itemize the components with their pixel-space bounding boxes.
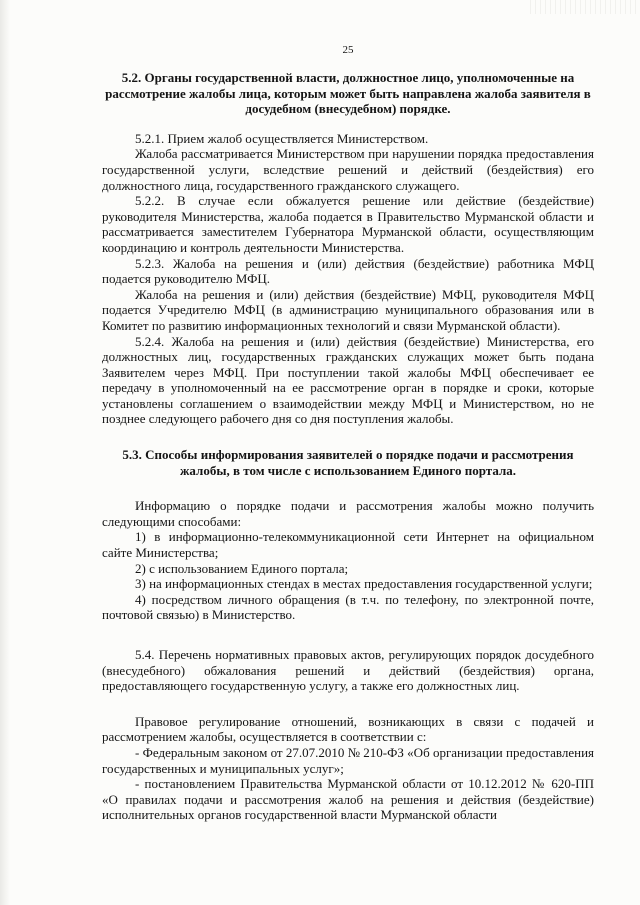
paragraph-5-2-1: 5.2.1. Прием жалоб осуществляется Министерством. [135, 130, 429, 146]
heading-5-4: 5.4. Перечень нормативных правовых актов, регулирующих порядок досудебного (внесудебного) обжалования решений и действий (бездействия) органа, предоставляющего государственную услугу, а также его должностных лиц. [102, 647, 594, 694]
paragraph-5-2-2: 5.2.2. В случае если обжалуется решение или действие (бездействие) руководителя Министерства, жалоба подается в Правительство Мурманской области и рассматривается заместителем Губернатора Мурманской области, осуществляющим координацию и контроль деятельности Министерства. [102, 193, 594, 255]
paragraph-5-3-intro: Информацию о порядке подачи и рассмотрения жалобы можно получить следующими способами: [102, 498, 594, 529]
spacer [102, 427, 594, 447]
list-item-1: 1) в информационно-телекоммуникационной сети Интернет на официальном сайте Министерства; [102, 529, 594, 561]
paragraph-5-4-1: Правовое регулирование отношений, возникающих в связи с подачей и рассмотрением жалобы, осуществляется в соответствии с: [102, 713, 594, 745]
paragraph-5-4-law-210: - Федеральным законом от 27.07.2010 № 210-ФЗ «Об организации предоставления государственных и муниципальных услуг»; [102, 744, 594, 776]
heading-5-3: 5.3. Способы информирования заявителей о порядке подачи и рассмотрения жалобы, в том числе с использованием Единого портала. [122, 447, 574, 478]
paragraph-5-2-4: 5.2.4. Жалоба на решения и (или) действия (бездействие) Министерства, его должностных лиц, государственных гражданских служащих может быть подана Заявителем через МФЦ. При поступлении такой жалобы МФЦ обеспечивает ее передачу в уполномоченный на ее рассмотрение орган в порядке и сроки, которые установлены соглашением о взаимодействии между МФЦ и Министерством, но не позднее следующего рабочего дня со дня поступления жалобы. [102, 333, 594, 427]
paragraph-5-2-1-b: Жалоба рассматривается Министерством при нарушении порядка предоставления государственной услуги, вследствие решений и действий (бездействия) его должностного лица, государственного гражданского служащего. [102, 146, 594, 193]
list-item-3: 3) на информационных стендах в местах предоставления государственной услуги; [135, 576, 593, 592]
paragraph-5-2-3: 5.2.3. Жалоба на решения и (или) действия (бездействие) работника МФЦ подается руководителю МФЦ. [102, 255, 594, 287]
paragraph-5-4-decree-620: - постановлением Правительства Мурманской области от 10.12.2012 № 620-ПП «О правилах подачи и рассмотрения жалоб на решения и действия (бездействие) исполнительных органов государственной власти Мурманской области [102, 776, 594, 823]
scan-noise [530, 0, 640, 14]
list-item-2: 2) с использованием Единого портала; [135, 560, 349, 576]
list-item-4: 4) посредством личного обращения (в т.ч. по телефону, по электронной почте, почтовой связью) в Министерство. [102, 591, 594, 623]
paragraph-5-2-3-b: Жалоба на решения и (или) действия (бездействие) МФЦ, руководителя МФЦ подается Учредителю МФЦ (в администрацию муниципального образования или в Комитет по развитию информационных технологий и связи Мурманской области). [102, 286, 594, 333]
page-number: 25 [342, 44, 354, 56]
spacer [102, 478, 594, 498]
spacer [102, 623, 594, 647]
spacer [102, 117, 594, 131]
scan-edge-shadow [0, 0, 10, 905]
heading-5-2: 5.2. Органы государственной власти, должностное лицо, уполномоченные на рассмотрение жалобы лица, которым может быть направлена жалоба заявителя в досудебном (внесудебном) порядке. [105, 70, 591, 117]
spacer [102, 694, 594, 714]
